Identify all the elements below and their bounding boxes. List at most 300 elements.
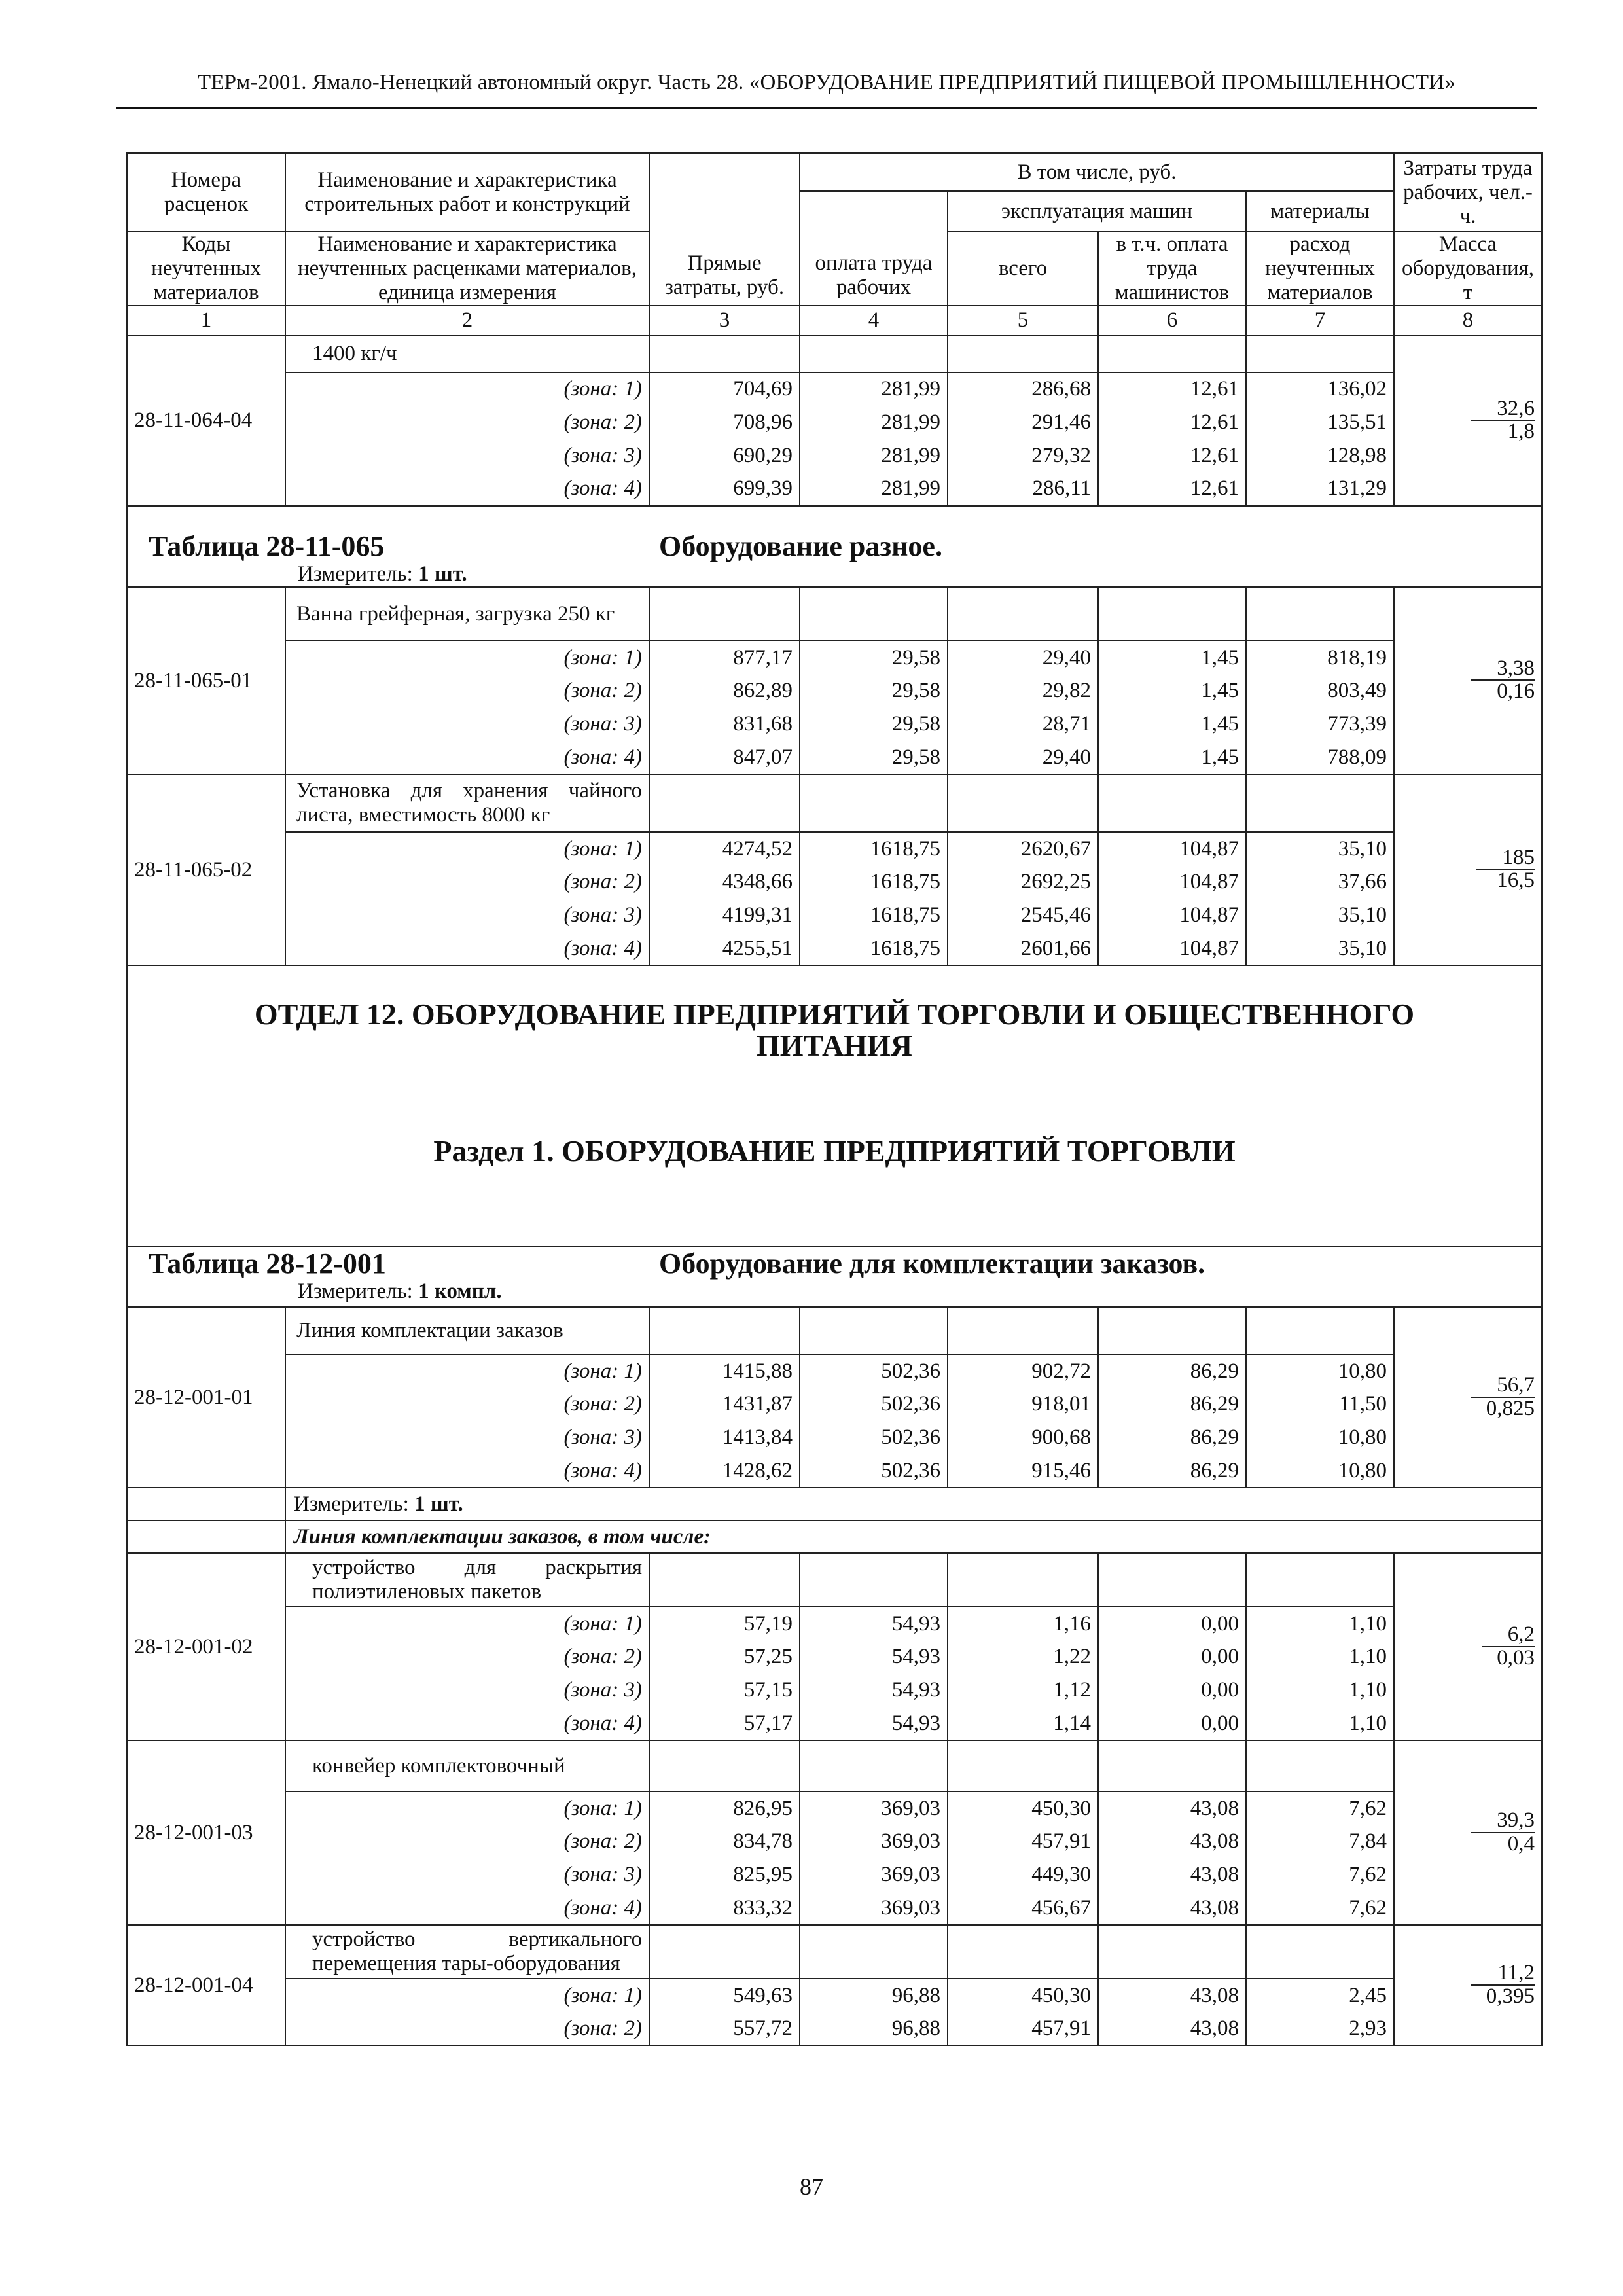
rate-name [285,1740,649,1791]
zone-row [127,473,1542,506]
rate-name [285,587,649,641]
rate-code: 28-12-001-03 [127,1740,285,1925]
labor-costs-value: 56,7 [1471,1374,1535,1398]
direct-costs-value: 4199,31 [649,899,800,932]
zone-label: (зона: 3) [285,708,649,741]
direct-costs-value: 1415,88 [649,1354,800,1388]
worker-pay-value: 54,93 [800,1674,948,1707]
operators-pay-value: 0,00 [1098,1674,1246,1707]
operators-pay-value: 43,08 [1098,1858,1246,1892]
rate-mass [1394,587,1542,774]
machines-total-value: 279,32 [948,439,1098,473]
materials-value: 1,10 [1246,1607,1394,1640]
equipment-mass-value: 0,4 [1507,1831,1535,1856]
worker-pay-value: 29,58 [800,641,948,674]
rate-mass [1394,336,1542,506]
zone-label: (зона: 2) [285,674,649,708]
column-index: 1 [127,306,285,336]
unit-of-measure [134,1280,1535,1304]
empty-cell [649,587,800,641]
mass-fraction [1471,1810,1535,1855]
column-index: 3 [649,306,800,336]
header-labor-costs: Затраты труда рабочих, чел.-ч. [1394,153,1542,232]
empty-cell [1246,1553,1394,1607]
rate-code: 28-11-065-02 [127,774,285,965]
machines-total-value: 1,12 [948,1674,1098,1707]
zone-label: (зона: 3) [285,1421,649,1454]
empty-cell [948,1307,1098,1354]
rate-name-text: Установка для хранения чайного листа, вместимость 8000 кг [296,779,642,827]
direct-costs-value: 704,69 [649,372,800,406]
department-title [134,999,1535,1062]
empty-cell [1098,1553,1246,1607]
worker-pay-value: 281,99 [800,406,948,439]
zone-label: (зона: 2) [285,865,649,899]
zone-label: (зона: 4) [285,1454,649,1488]
empty-cell [948,1925,1098,1979]
empty-cell [1098,1925,1246,1979]
zone-label: (зона: 4) [285,932,649,965]
machines-total-value: 900,68 [948,1421,1098,1454]
header-equipment-mass: Масса оборудования, т [1394,232,1542,306]
empty-cell [649,1307,800,1354]
rate-name [285,1553,649,1607]
zone-row [127,1421,1542,1454]
materials-value: 10,80 [1246,1354,1394,1388]
unit-of-measure [285,1488,1542,1520]
empty-cell [800,1553,948,1607]
zone-row [127,641,1542,674]
materials-value: 10,80 [1246,1421,1394,1454]
zone-row [127,741,1542,774]
direct-costs-value: 1428,62 [649,1454,800,1488]
rate-head-row [127,1925,1542,1979]
header-materials: материалы [1246,191,1394,232]
operators-pay-value: 1,45 [1098,674,1246,708]
direct-costs-value: 1413,84 [649,1421,800,1454]
machines-total-value: 286,68 [948,372,1098,406]
machines-total-value: 28,71 [948,708,1098,741]
header-material-codes: Коды неучтенных материалов [127,232,285,306]
materials-value: 128,98 [1246,439,1394,473]
header-operators-pay: в т.ч. оплата труда машинистов [1098,232,1246,306]
header-machines-total: всего [948,232,1098,306]
rate-code: 28-12-001-04 [127,1925,285,2045]
mass-fraction [1471,1962,1535,2007]
empty-cell [127,1520,285,1553]
zone-label: (зона: 3) [285,1858,649,1892]
rate-name-text: конвейер комплектовочный [312,1753,565,1778]
rate-head-row [127,1740,1542,1791]
zone-label: (зона: 3) [285,1674,649,1707]
department-block [127,965,1542,1247]
header-work-name: Наименование и характеристика строительных работ и конструкций [285,153,649,232]
zone-row [127,372,1542,406]
empty-cell [948,1740,1098,1791]
column-index: 2 [285,306,649,336]
rate-head-row [127,1307,1542,1354]
zone-label: (зона: 4) [285,741,649,774]
direct-costs-value: 862,89 [649,674,800,708]
zone-label: (зона: 2) [285,1640,649,1674]
worker-pay-value: 502,36 [800,1421,948,1454]
zone-label: (зона: 3) [285,899,649,932]
empty-cell [649,1553,800,1607]
worker-pay-value: 281,99 [800,372,948,406]
rate-name [285,336,649,372]
column-index: 6 [1098,306,1246,336]
table-name: Оборудование для комплектации заказов. [659,1247,1205,1280]
machines-total-value: 450,30 [948,1979,1098,2012]
zone-row [127,439,1542,473]
operators-pay-value: 43,08 [1098,1892,1246,1925]
worker-pay-value: 54,93 [800,1607,948,1640]
direct-costs-value: 1431,87 [649,1388,800,1421]
worker-pay-value: 369,03 [800,1825,948,1858]
materials-value: 2,45 [1246,1979,1394,2012]
equipment-mass-value: 0,395 [1486,1984,1535,2008]
machines-total-value: 29,40 [948,741,1098,774]
rate-mass [1394,1307,1542,1488]
unit-label: Измеритель: [294,1492,409,1516]
machines-total-value: 2692,25 [948,865,1098,899]
direct-costs-value: 833,32 [649,1892,800,1925]
zone-row [127,2012,1542,2045]
direct-costs-value: 4348,66 [649,865,800,899]
materials-value: 35,10 [1246,899,1394,932]
materials-value: 131,29 [1246,473,1394,506]
rate-head-row [127,336,1542,372]
operators-pay-value: 1,45 [1098,708,1246,741]
empty-cell [800,587,948,641]
empty-cell [1246,336,1394,372]
empty-cell [1246,1307,1394,1354]
empty-cell [948,336,1098,372]
unit-label: Измеритель: [298,1280,413,1304]
header-material-names: Наименование и характеристика неучтенных расценками материалов, единица измерения [285,232,649,306]
department-title-line2: ПИТАНИЯ [757,1029,912,1063]
worker-pay-value: 502,36 [800,1388,948,1421]
zone-label: (зона: 1) [285,1979,649,2012]
zone-label: (зона: 1) [285,372,649,406]
empty-cell [800,1307,948,1354]
rate-mass [1394,774,1542,965]
zone-row [127,406,1542,439]
operators-pay-value: 104,87 [1098,932,1246,965]
empty-cell [948,774,1098,832]
empty-cell [800,336,948,372]
materials-value: 35,10 [1246,932,1394,965]
zone-row [127,832,1542,865]
header-rule [116,107,1537,109]
direct-costs-value: 847,07 [649,741,800,774]
machines-total-value: 2620,67 [948,832,1098,865]
zone-label: (зона: 4) [285,1707,649,1740]
table-heading [134,530,1535,562]
zone-row [127,899,1542,932]
direct-costs-value: 877,17 [649,641,800,674]
worker-pay-value: 1618,75 [800,932,948,965]
rate-name-text: Линия комплектации заказов [296,1318,563,1342]
worker-pay-value: 369,03 [800,1858,948,1892]
machines-total-value: 29,82 [948,674,1098,708]
unit-label: Измеритель: [298,562,413,586]
zone-label: (зона: 1) [285,1607,649,1640]
section-title: Раздел 1. ОБОРУДОВАНИЕ ПРЕДПРИЯТИЙ ТОРГОВЛИ [433,1134,1236,1168]
column-index: 5 [948,306,1098,336]
header-rate-numbers: Номера расценок [127,153,285,232]
equipment-mass-value: 0,825 [1486,1396,1535,1420]
zone-row [127,674,1542,708]
zone-row [127,1979,1542,2012]
materials-value: 10,80 [1246,1454,1394,1488]
machines-total-value: 902,72 [948,1354,1098,1388]
labor-costs-value: 11,2 [1471,1962,1535,1986]
direct-costs-value: 557,72 [649,2012,800,2045]
empty-cell [1098,774,1246,832]
direct-costs-value: 826,95 [649,1791,800,1825]
column-index: 8 [1394,306,1542,336]
worker-pay-value: 1618,75 [800,832,948,865]
mass-fraction [1482,1624,1535,1669]
machines-total-value: 1,14 [948,1707,1098,1740]
mass-fraction [1471,398,1535,443]
table-number: Таблица 28-12-001 [149,1247,386,1280]
zone-label: (зона: 2) [285,1388,649,1421]
column-index: 7 [1246,306,1394,336]
worker-pay-value: 29,58 [800,741,948,774]
direct-costs-value: 690,29 [649,439,800,473]
zone-row [127,932,1542,965]
materials-value: 136,02 [1246,372,1394,406]
rate-head-row [127,774,1542,832]
machines-total-value: 449,30 [948,1858,1098,1892]
direct-costs-value: 699,39 [649,473,800,506]
worker-pay-value: 96,88 [800,2012,948,2045]
direct-costs-value: 825,95 [649,1858,800,1892]
direct-costs-value: 57,17 [649,1707,800,1740]
rate-name [285,774,649,832]
operators-pay-value: 12,61 [1098,406,1246,439]
machines-total-value: 1,16 [948,1607,1098,1640]
page-number: 87 [800,2174,823,2200]
empty-cell [948,1553,1098,1607]
materials-value: 7,62 [1246,1892,1394,1925]
empty-cell [649,336,800,372]
empty-cell [800,1740,948,1791]
labor-costs-value: 39,3 [1471,1810,1535,1833]
table-number: Таблица 28-11-065 [149,529,385,562]
rate-name-text: устройство для раскрытия полиэтиленовых пакетов [312,1556,642,1604]
zone-row [127,865,1542,899]
operators-pay-value: 12,61 [1098,439,1246,473]
direct-costs-value: 549,63 [649,1979,800,2012]
empty-cell [127,1488,285,1520]
rate-mass [1394,1925,1542,2045]
header-unaccounted-materials: расход неучтенных материалов [1246,232,1394,306]
materials-value: 1,10 [1246,1707,1394,1740]
worker-pay-value: 29,58 [800,674,948,708]
empty-cell [1246,587,1394,641]
operators-pay-value: 12,61 [1098,473,1246,506]
table-title [127,1247,1542,1307]
zone-label: (зона: 1) [285,641,649,674]
worker-pay-value: 369,03 [800,1892,948,1925]
zone-row [127,708,1542,741]
machines-total-value: 291,46 [948,406,1098,439]
labor-costs-value: 3,38 [1471,658,1535,681]
zone-row [127,1825,1542,1858]
zone-row [127,1791,1542,1825]
empty-cell [1098,336,1246,372]
rate-name-text: Ванна грейферная, загрузка 250 кг [296,601,615,626]
rate-name [285,1925,649,1979]
header-row [127,153,1542,191]
materials-value: 818,19 [1246,641,1394,674]
direct-costs-value: 831,68 [649,708,800,741]
table-body [127,153,1542,2045]
materials-value: 7,62 [1246,1858,1394,1892]
operators-pay-value: 43,08 [1098,2012,1246,2045]
rate-code: 28-11-064-04 [127,336,285,506]
machines-total-value: 457,91 [948,1825,1098,1858]
operators-pay-value: 43,08 [1098,1825,1246,1858]
machines-total-value: 29,40 [948,641,1098,674]
direct-costs-value: 4274,52 [649,832,800,865]
zone-label: (зона: 1) [285,1791,649,1825]
materials-value: 37,66 [1246,865,1394,899]
department-row [127,965,1542,1247]
direct-costs-value: 834,78 [649,1825,800,1858]
price-table [126,152,1543,2046]
worker-pay-value: 54,93 [800,1640,948,1674]
zone-row [127,1388,1542,1421]
materials-value: 35,10 [1246,832,1394,865]
rate-head-row [127,1553,1542,1607]
unit-of-measure [134,562,1535,586]
materials-value: 7,62 [1246,1791,1394,1825]
empty-cell [1246,1925,1394,1979]
zone-row [127,1707,1542,1740]
direct-costs-value: 57,19 [649,1607,800,1640]
operators-pay-value: 86,29 [1098,1388,1246,1421]
empty-cell [948,587,1098,641]
materials-value: 803,49 [1246,674,1394,708]
header-direct-costs: Прямые затраты, руб. [649,153,800,306]
zone-row [127,1454,1542,1488]
zone-row [127,1607,1542,1640]
subheading-row [127,1520,1542,1553]
operators-pay-value: 104,87 [1098,899,1246,932]
unit-value: 1 компл. [418,1280,502,1304]
zone-label: (зона: 1) [285,1354,649,1388]
rate-code: 28-11-065-01 [127,587,285,774]
empty-cell [649,774,800,832]
column-index-row [127,306,1542,336]
operators-pay-value: 86,29 [1098,1421,1246,1454]
zone-row [127,1354,1542,1388]
zone-row [127,1674,1542,1707]
rate-name [285,1307,649,1354]
worker-pay-value: 281,99 [800,439,948,473]
direct-costs-value: 57,15 [649,1674,800,1707]
machines-total-value: 450,30 [948,1791,1098,1825]
zone-label: (зона: 3) [285,439,649,473]
operators-pay-value: 43,08 [1098,1791,1246,1825]
direct-costs-value: 708,96 [649,406,800,439]
empty-cell [649,1740,800,1791]
materials-value: 11,50 [1246,1388,1394,1421]
equipment-mass-value: 16,5 [1497,869,1535,893]
machines-total-value: 915,46 [948,1454,1098,1488]
table-name: Оборудование разное. [659,529,942,562]
table-title [127,506,1542,587]
header-machines: эксплуатация машин [948,191,1246,232]
machines-total-value: 2601,66 [948,932,1098,965]
labor-costs-value: 32,6 [1471,398,1535,422]
worker-pay-value: 369,03 [800,1791,948,1825]
operators-pay-value: 43,08 [1098,1979,1246,2012]
rate-name-text: 1400 кг/ч [312,342,397,366]
empty-cell [649,1925,800,1979]
empty-cell [1098,1307,1246,1354]
materials-value: 788,09 [1246,741,1394,774]
equipment-mass-value: 0,03 [1497,1645,1535,1670]
labor-costs-value: 185 [1476,847,1535,870]
operators-pay-value: 104,87 [1098,832,1246,865]
equipment-mass-value: 0,16 [1497,679,1535,704]
operators-pay-value: 0,00 [1098,1607,1246,1640]
unit-value: 1 шт. [418,562,467,586]
unit-row [127,1488,1542,1520]
direct-costs-value: 4255,51 [649,932,800,965]
machines-total-value: 456,67 [948,1892,1098,1925]
empty-cell [1246,1740,1394,1791]
worker-pay-value: 502,36 [800,1454,948,1488]
table-title-row [127,1247,1542,1307]
operators-pay-value: 12,61 [1098,372,1246,406]
labor-costs-value: 6,2 [1482,1624,1535,1647]
header-worker-pay: оплата труда рабочих [800,191,948,306]
worker-pay-value: 281,99 [800,473,948,506]
mass-fraction [1471,658,1535,703]
materials-value: 1,10 [1246,1674,1394,1707]
zone-label: (зона: 2) [285,2012,649,2045]
operators-pay-value: 0,00 [1098,1640,1246,1674]
worker-pay-value: 1618,75 [800,865,948,899]
worker-pay-value: 1618,75 [800,899,948,932]
machines-total-value: 918,01 [948,1388,1098,1421]
worker-pay-value: 29,58 [800,708,948,741]
zone-label: (зона: 4) [285,473,649,506]
unit-value: 1 шт. [414,1492,463,1516]
empty-cell [1098,1740,1246,1791]
materials-value: 773,39 [1246,708,1394,741]
materials-value: 135,51 [1246,406,1394,439]
operators-pay-value: 1,45 [1098,641,1246,674]
rate-code: 28-12-001-02 [127,1553,285,1740]
operators-pay-value: 1,45 [1098,741,1246,774]
zone-row [127,1640,1542,1674]
rate-mass [1394,1740,1542,1925]
direct-costs-value: 57,25 [649,1640,800,1674]
materials-value: 7,84 [1246,1825,1394,1858]
worker-pay-value: 502,36 [800,1354,948,1388]
zone-label: (зона: 2) [285,406,649,439]
empty-cell [1246,774,1394,832]
column-index: 4 [800,306,948,336]
operators-pay-value: 104,87 [1098,865,1246,899]
